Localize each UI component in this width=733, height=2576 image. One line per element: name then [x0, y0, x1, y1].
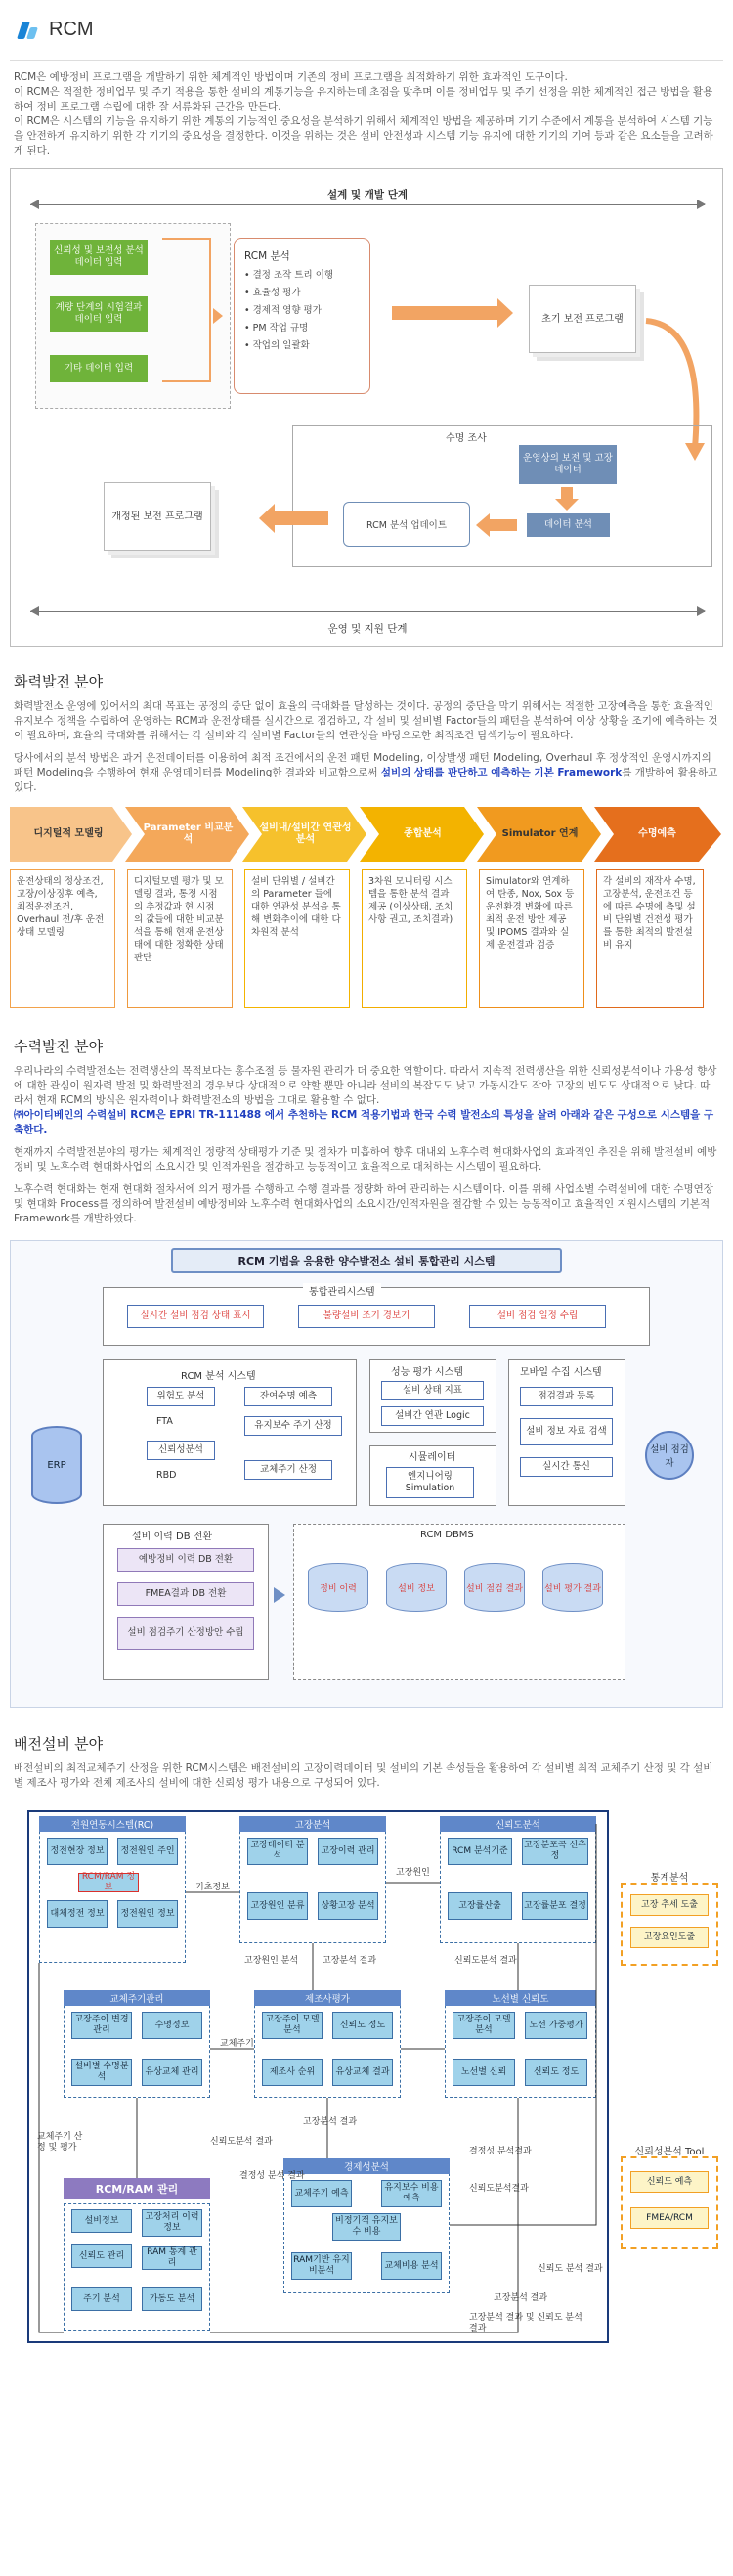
g4-item: 고장주이 변경관리 — [71, 2012, 132, 2039]
dbms-title: RCM DBMS — [420, 1530, 474, 1540]
g8-item: 신뢰도 관리 — [71, 2244, 132, 2268]
detail-correlation: 설비 단위별 / 설비간의 Parameter 들에 대한 연관성 분석을 통해 변화추이에 대한 다차원적 분석 — [244, 869, 350, 1008]
rcm-analysis-list — [235, 267, 369, 355]
g5-item: 고장주이 모델분석 — [262, 2012, 323, 2039]
arrow-right-icon — [697, 606, 706, 616]
rcm-logo-icon — [18, 20, 39, 41]
side1-item: 고장요인도출 — [630, 1927, 709, 1948]
intro-paragraph: RCM은 예방정비 프로그램을 개발하기 위한 체계적인 방법이며 기존의 정비 프로그램을 최적화하기 위한 효과적인 도구이다. — [14, 71, 568, 83]
revised-program-doc: 개정된 보전 프로그램 — [104, 482, 211, 551]
hydro-paragraph: 현재까지 수력발전분야의 평가는 체계적인 정량적 상태평가 기준 및 절차가 미흡하여 향후 대내외 노후수력 현대화사업의 효과적인 추진을 위해 발전설비 예방정비 및 노후수력 현대화사업의 소요시간 및 인적자원을 절감하고 능동적이고 효율적으로 대처하는 시스템이 필요하다. — [14, 1146, 717, 1173]
rcm-flow-diagram — [10, 168, 723, 647]
maintenance-cycle: 유지보수 주기 산정 — [244, 1416, 342, 1436]
g6-item: 고장주이 모델분석 — [453, 2012, 515, 2039]
risk-analysis: 위험도 분석 — [147, 1387, 215, 1406]
g7-item: 교체주기 예측 — [291, 2180, 352, 2207]
g7-item: 비정기적 유지보수 비용 — [332, 2213, 401, 2241]
connector-label: 고장분석 결과 — [494, 2293, 548, 2303]
stage-line — [30, 204, 705, 205]
pm-history-db: 예방정비 이력 DB 전환 — [117, 1548, 254, 1572]
g5-item: 유상교체 결과 — [332, 2059, 393, 2086]
arrow-left-icon — [259, 504, 275, 533]
connector-label: 교체주기 산정 및 평가 — [37, 2132, 83, 2153]
group1-title: 전원연동시스템(RC) — [39, 1816, 186, 1832]
arrow-right-icon — [274, 1587, 285, 1603]
connector-label: 고장분석 결과 — [323, 1956, 377, 1966]
hydro-system-diagram — [10, 1240, 723, 1710]
detail-parameter: 디지털모델 평가 및 모델링 결과, 통정 시점의 추정값과 현 시점 의 값들에 대한 비교분석을 통해 현재 운전상태에 대한 정확한 상태판단 — [127, 869, 233, 1008]
schedule-item: 설비 점검 일정 수립 — [469, 1305, 606, 1328]
history-title: 설비 이력 DB 전환 — [132, 1532, 213, 1542]
realtime-status-item: 실시간 설비 점검 상태 표시 — [127, 1305, 264, 1328]
perf-system-title: 성능 평가 시스템 — [391, 1367, 463, 1378]
g1-item: 대체정전 정보 — [47, 1900, 108, 1928]
flow-arrow-bar — [392, 306, 499, 320]
flow-arrow-bar — [561, 487, 573, 499]
mobile-system-title: 모바일 수집 시스템 — [520, 1367, 602, 1378]
diagram-title: RCM 기법을 응용한 양수발전소 설비 통합관리 시스템 — [171, 1248, 562, 1273]
intro-paragraph: 이 RCM은 적절한 정비업무 및 주기 적용을 통한 설비의 계통기능을 유지하는데 초점을 맞추며 이를 정비업무 및 주기 선정을 위한 체계적인 접근 방법을 활용하여 정비 프로그램 수립에 대한 잘 서류화된 근간을 만든다. — [14, 86, 713, 112]
db-history: 정비 이력 — [308, 1563, 368, 1612]
g4-item: 설비별 수명분석 — [71, 2059, 132, 2086]
connector-label: 교체주기 — [220, 2039, 254, 2049]
connector-label: 신뢰도 분석 결과 — [538, 2264, 603, 2274]
group4-title: 교체주기관리 — [64, 1990, 210, 2006]
group6-title: 노선별 신뢰도 — [445, 1990, 596, 2006]
realtime-comm: 실시간 통신 — [520, 1457, 613, 1477]
flow-arrow-bar — [275, 511, 328, 525]
survey-title: 수명 조사 — [446, 433, 487, 444]
arrow-right-icon — [697, 200, 706, 209]
group3-title: 신뢰도분석 — [440, 1816, 596, 1832]
input-test-data: 계량 단계의 시험결과 데이터 입력 — [50, 296, 148, 332]
initial-program-doc: 초기 보전 프로그램 — [529, 285, 636, 353]
thermal-paragraph: 당사에서의 분석 방법은 과거 운전데이터를 이용하여 최적 조건에서의 운전 패턴 Modeling, 이상발생 패턴 Modeling, Overhaul 후 정상적인 운영시까지의 패턴 Modeling을 수행하여 현재 운영데이터를 Modeling한 결과와 비교함으로써 설비의 상태를 판단하고 예측하는 기본 Framework를 개발하여 활용하고 있다. — [14, 752, 718, 793]
arrow-right-icon — [213, 308, 223, 324]
dist-diagram — [10, 1804, 723, 2352]
step-simulator: Simulator 연계 — [501, 828, 579, 839]
arrow-right-icon — [497, 298, 513, 328]
connector-label: 결정성 분석 결과 — [239, 2171, 305, 2181]
g2-item: 고장이력 관리 — [318, 1838, 378, 1865]
g5-item: 신뢰도 정도 — [332, 2012, 393, 2039]
g2-item: 상황고장 분석 — [318, 1892, 378, 1920]
g4-item: 수명정보 — [142, 2012, 202, 2039]
g3-item: 고장분포곡 선추정 — [522, 1838, 588, 1865]
g1-item: RCM/RAM 정보 — [78, 1873, 139, 1892]
reliability-analysis: 신뢰성분석 — [147, 1441, 215, 1460]
stage-line — [30, 611, 705, 612]
operation-stage-title: 운영 및 지원 단계 — [327, 623, 408, 635]
step-digital-modeling: 디지털적 모델링 — [33, 828, 104, 839]
fta-label: FTA — [156, 1416, 173, 1427]
g8-item: 설비정보 — [71, 2209, 132, 2233]
rcm-update-box: RCM 분석 업데이트 — [343, 502, 470, 547]
step-comprehensive-analysis: 종합분석 — [404, 828, 442, 839]
inspector-node: 설비 점검자 — [645, 1431, 694, 1480]
g1-item: 정전원인 주인 — [117, 1838, 178, 1865]
rcm-analysis-item: • 경제적 영향 평가 — [244, 305, 322, 316]
g7-item: 교체비용 분석 — [381, 2252, 442, 2280]
result-register: 점검결과 등록 — [520, 1387, 613, 1406]
rcm-analysis-title: RCM 분석 — [244, 250, 290, 262]
connector-label: 고장분석 결과 및 신뢰도 분석 결과 — [469, 2313, 582, 2333]
connector-label: 신뢰도분석결과 — [469, 2184, 529, 2194]
g2-item: 고장데이터 분석 — [247, 1838, 308, 1865]
connector-label: 신뢰도분석 결과 — [210, 2137, 273, 2147]
intro — [10, 70, 723, 158]
g1-item: 정전현장 정보 — [47, 1838, 108, 1865]
inspection-cycle: 설비 점검주기 산정방안 수립 — [117, 1617, 254, 1650]
design-stage-title: 설계 및 개발 단계 — [327, 189, 408, 200]
brand-title: RCM — [49, 19, 94, 40]
rcm-analysis-item: • 효율성 평가 — [244, 288, 301, 298]
detail-simulator: Simulator와 연계하여 탄종, Nox, Sox 등 운전환경 변화에 따른 최적 운전 방안 제공 및 IPOMS 결과와 실제 운전결과 검증 — [479, 869, 584, 1008]
g7-item: RAM기반 유지비분석 — [291, 2252, 352, 2280]
db-equipment: 설비 정보 — [386, 1563, 447, 1612]
g4-item: 유상교체 관리 — [142, 2059, 202, 2086]
g3-item: 고장률분포 결정 — [522, 1892, 588, 1920]
detail-modeling: 운전상태의 정상조건, 고장/이상징후 예측, 최적운전조건, Overhaul 전/후 운전상태 모델링 — [10, 869, 115, 1008]
remaining-life: 잔여수명 예측 — [244, 1387, 332, 1406]
rcm-analysis-box — [234, 238, 370, 394]
g6-item: 신뢰도 정도 — [525, 2059, 587, 2086]
detail-comprehensive: 3차원 모니터링 시스템을 통한 분석 결과 제공 (이상상태, 조치사항 권고, 조치결과) — [362, 869, 467, 1008]
connector-label: 결정성 분석결과 — [469, 2147, 532, 2156]
g7-item: 유지보수 비용예측 — [381, 2180, 442, 2207]
engineering-simulation: 엔지니어링 Simulation — [386, 1467, 474, 1498]
g1-item: 정전원인 정보 — [117, 1900, 178, 1928]
erp-node: ERP — [31, 1426, 82, 1504]
g6-item: 노선 가중평가 — [525, 2012, 587, 2039]
connector-label: 고장원인 — [396, 1868, 430, 1878]
input-other-data: 기타 데이터 입력 — [50, 355, 148, 382]
info-search: 설비 정보 자료 검색 — [520, 1418, 613, 1445]
db-evaluation: 설비 평가 결과 — [542, 1563, 603, 1612]
step-correlation-analysis: 설비내/설비간 연관성 분석 — [259, 822, 352, 845]
group5-title: 제조사평가 — [254, 1990, 401, 2006]
g6-item: 노선별 신뢰 — [453, 2059, 515, 2086]
step-life-prediction: 수명예측 — [638, 828, 676, 839]
g8-item: 주기 분석 — [71, 2287, 132, 2311]
group8-title: RCM/RAM 관리 — [64, 2178, 210, 2199]
input-reliability-data: 신뢰성 및 보전성 분석 데이터 입력 — [50, 240, 148, 275]
hydro-paragraph: 노후수력 현대화는 현재 현대화 절차서에 의거 평가를 수행하고 수행 결과를 정량화 하여 관리하는 시스템이다. 이를 위해 사업소별 수력설비에 대한 수명연장 및 현대화 Process를 정의하여 발전설비 예방정비와 노후수력 현대화사업의 소요시간/인적자원을 절감할 수 있는 능동적이고 효율적인 지원시스템의 기본적 Framework를 개발하였다. — [14, 1183, 713, 1224]
g5-item: 제조사 순위 — [262, 2059, 323, 2086]
thermal-paragraph: 화력발전소 운영에 있어서의 최대 목표는 공정의 중단 없이 효율의 극대화를 달성하는 것이다. 공정의 중단을 막기 위해서는 적절한 고장예측을 통한 효율적인 유지보수 정책을 수립하여 운영하는 RCM과 운전상태를 실시간으로 점검하고, 각 설비 및 설비별 Factor들의 패턴을 분석하여 이상 상황을 조기에 예측하는 것이 필요하며, 효율의 극대화를 위해서는 각 설비와 각 설비별 Factor들의 연관성을 바탕으로한 최적조건 탐색기능이 필요하다. — [14, 700, 718, 741]
g8-item: 가동도 분석 — [142, 2287, 202, 2311]
hydro-paragraph: 우리나라의 수력발전소는 전력생산의 목적보다는 홍수조절 등 물자원 관리가 더 중요한 역할이다. 따라서 지속적 전력생산을 위한 신뢰성분석이나 가용성 향상에 대한 관심이 원자력 발전 및 화력발전의 경우보다 상대적으로 약할 뿐만 아니라 설비의 복잡도도 낮고 가동시간도 작아 고장의 빈도도 상대적으로 낮다. 따라서 현재 RCM의 방식은 원자력이나 화력발전소의 방법을 그대로 활용할 수 없다. — [14, 1065, 717, 1106]
hydro-title: 수력발전 분야 — [14, 1039, 104, 1055]
side2-item: FMEA/RCM — [630, 2207, 709, 2229]
thermal-process — [10, 807, 723, 1012]
ops-data-box: 운영상의 보전 및 고장 데이터 — [519, 445, 617, 484]
thermal-highlight: 설비의 상태를 판단하고 예측하는 기본 Framework — [380, 767, 623, 778]
thermal-title: 화력발전 분야 — [14, 674, 104, 690]
connector-label: 신뢰도분석 결과 — [454, 1956, 517, 1966]
side1-item: 고장 추세 도출 — [630, 1894, 709, 1916]
arrow-left-icon — [30, 606, 39, 616]
rcm-system-title: RCM 분석 시스템 — [181, 1371, 256, 1382]
arrow-left-icon — [30, 200, 39, 209]
dist-title: 배전설비 분야 — [14, 1736, 104, 1753]
early-warning-item: 불량설비 조기 경보기 — [298, 1305, 435, 1328]
group2-title: 고장분석 — [239, 1816, 386, 1832]
flow-arrow-bar — [490, 519, 517, 531]
g8-item: RAM 통계 관리 — [142, 2246, 202, 2270]
header — [10, 0, 723, 61]
g8-item: 고장처리 이력정보 — [142, 2209, 202, 2237]
correlation-logic: 설비간 연관 Logic — [381, 1406, 484, 1426]
status-indicator: 설비 상태 지표 — [381, 1381, 484, 1400]
arrow-down-icon — [555, 499, 579, 511]
db-inspection: 설비 점검 결과 — [464, 1563, 525, 1612]
rcm-analysis-item: • PM 작업 규명 — [244, 323, 309, 333]
intro-paragraph: 이 RCM은 시스템의 기능을 유지하기 위한 계통의 기능적인 중요성을 분석하기 위해서 체계적인 방법을 제공하며 기기 수준에서 계통을 분석하여 시스템 기능을 안전하게 유지하기 위한 각 기기의 중요성을 결정한다. 이것을 위하는 것은 설비 안전성과 시스템 기능 유지에 대한 기기의 기여 등과 같은 요소들을 고려하게 된다. — [14, 115, 713, 156]
detail-life: 각 설비의 재작사 수명, 고장분석, 운전조건 등에 따른 수명에 측및 설비 단위별 건전성 평가를 통한 최적의 발전설비 유지 — [596, 869, 704, 1008]
connector-label: 기초정보 — [195, 1883, 230, 1892]
dist-connectors — [10, 1804, 616, 2352]
side2-item: 신뢰도 예측 — [630, 2171, 709, 2193]
rbd-label: RBD — [156, 1470, 177, 1481]
group7-title: 경제성분석 — [283, 2158, 450, 2174]
g3-item: RCM 분석기준 — [448, 1838, 512, 1865]
side1-title: 통계분석 — [650, 1873, 689, 1884]
simulator-title: 시뮬레이터 — [409, 1452, 456, 1463]
dist-paragraph: 배전설비의 최적교체주기 산정을 위한 RCM시스템은 배전설비의 고장이력데이터 및 설비의 기본 속성들을 활용하여 각 설비별 최적 교체주기 산정 및 각 설비별 제조사 평가와 전체 제조사의 설비에 대한 신뢰성 평가 내용으로 구성되어 있다. — [14, 1762, 713, 1789]
step-parameter-analysis: Parameter 비교분석 — [143, 822, 234, 845]
integ-title: 통합관리시스템 — [303, 1283, 381, 1298]
replacement-cycle: 교체주기 산정 — [244, 1460, 332, 1480]
fmea-db: FMEA결과 DB 전환 — [117, 1582, 254, 1606]
g3-item: 고장률산출 — [448, 1892, 512, 1920]
connector-label: 고장원인 분석 — [244, 1956, 299, 1966]
rcm-analysis-item: • 작업의 일괄화 — [244, 340, 310, 351]
data-analysis-box: 데이터 분석 — [527, 513, 610, 537]
arrow-left-icon — [476, 513, 490, 537]
hydro-highlight: ㈜아이티베인의 수력설비 RCM은 EPRI TR-111488 에서 추천하는 RCM 적용기법과 한국 수력 발전소의 특성을 살려 아래와 같은 구성으로 시스템을 구축한다. — [14, 1109, 714, 1135]
side2-title: 신뢰성분석 Tool — [634, 2147, 705, 2157]
rcm-analysis-item: • 결정 조작 트리 이행 — [244, 270, 334, 281]
g2-item: 고장원인 분류 — [247, 1892, 308, 1920]
connector-label: 고장분석 결과 — [303, 2117, 358, 2127]
input-bracket — [162, 238, 211, 382]
